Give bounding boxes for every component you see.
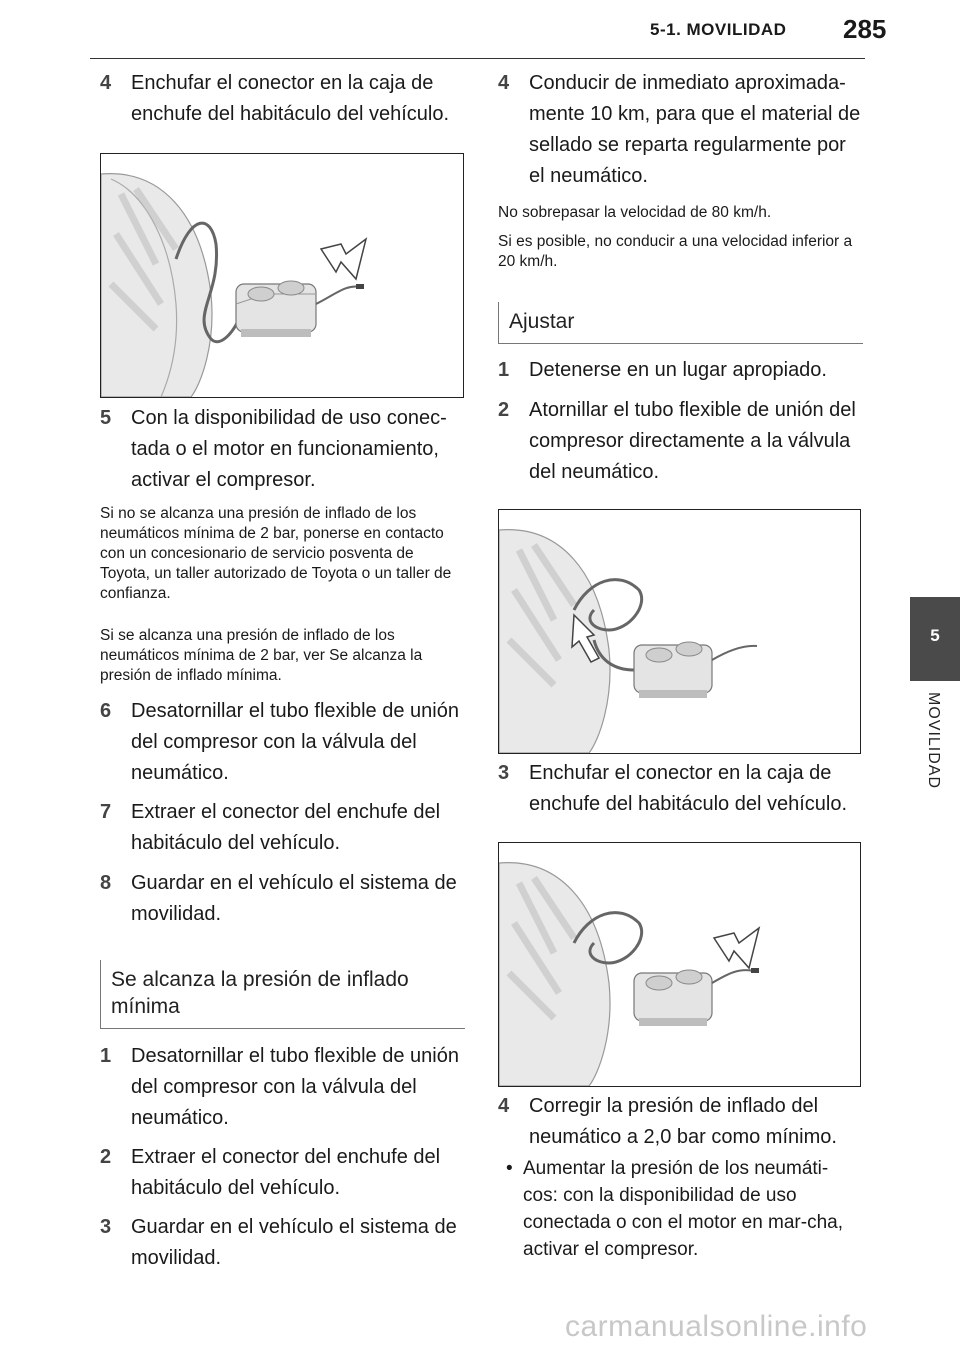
power-socket-illustration (498, 842, 861, 1087)
step-text: Detenerse en un lugar apropiado. (529, 359, 827, 381)
watermark: carmanualsonline.info (565, 1310, 868, 1343)
step-item (498, 355, 863, 386)
step-item (100, 1142, 465, 1204)
step-item (100, 1212, 465, 1274)
step-item (100, 68, 465, 130)
note-text: Si no se alcanza una presión de inflado de los neumáticos mínima de 2 bar, ponerse en contacto con un concesionario de servicio posventa de Toyota, un taller autorizado de Toyota o un taller de confianza. (100, 505, 452, 602)
step-item (498, 395, 863, 488)
section-heading: Se alcanza la presión de inflado mínima (100, 960, 465, 1029)
step-text: Corregir la presión de inflado del neumático a 2,0 bar como mínimo. (529, 1095, 837, 1148)
step-text: Guardar en el vehículo el sistema de movilidad. (131, 872, 457, 925)
valve-connection-drawing (499, 510, 860, 753)
chapter-tab-number: 5 (930, 626, 940, 645)
step-number: 6 (100, 700, 112, 722)
step-text: Atornillar el tubo flexible de unión del compresor directamente a la válvula del neumático. (529, 399, 856, 483)
step-number: 3 (100, 1216, 112, 1238)
header-divider (90, 58, 865, 59)
chapter-tab[interactable] (910, 597, 960, 681)
power-socket-drawing (499, 843, 860, 1086)
step-number: 2 (498, 399, 510, 421)
step-number: 4 (498, 72, 510, 94)
step-text: Con la disponibilidad de uso conec-tada o el motor en funcionamiento, activar el compresor. (131, 407, 447, 491)
step-text: Enchufar el conector en la caja de enchufe del habitáculo del vehículo. (529, 762, 848, 815)
step-item (498, 68, 863, 192)
bullet-dot-icon: • (506, 1158, 513, 1179)
step-number: 1 (498, 359, 510, 381)
step-number: 4 (498, 1095, 510, 1117)
step-number: 4 (100, 72, 112, 94)
step-text: Extraer el conector del enchufe del habitáculo del vehículo. (131, 1146, 441, 1199)
step-text: Desatornillar el tubo flexible de unión del compresor con la válvula del neumático. (131, 700, 459, 784)
step-text: Conducir de inmediato aproximada-mente 10 km, para que el material de sellado se reparta regularmente por el neumático. (529, 72, 861, 187)
compressor-illustration (100, 153, 464, 398)
step-text: Desatornillar el tubo flexible de unión del compresor con la válvula del neumático. (131, 1045, 459, 1129)
bullet-item (498, 1155, 863, 1263)
step-number: 1 (100, 1045, 112, 1067)
step-item (100, 1041, 465, 1134)
step-text: Enchufar el conector en la caja de enchufe del habitáculo del vehículo. (131, 72, 450, 125)
compressor-drawing (101, 154, 463, 397)
step-text: Guardar en el vehículo el sistema de movilidad. (131, 1216, 457, 1269)
note-text: Si se alcanza una presión de inflado de los neumáticos mínima de 2 bar, ver Se alcanza la presión de inflado mínima. (100, 627, 423, 684)
step-text: Extraer el conector del enchufe del habitáculo del vehículo. (131, 801, 441, 854)
step-item (498, 1091, 863, 1153)
note-text: No sobrepasar la velocidad de 80 km/h. (498, 204, 772, 221)
step-item (100, 403, 465, 496)
note-text: Si es posible, no conducir a una velocidad inferior a 20 km/h. (498, 233, 853, 270)
page-number: 285 (843, 14, 887, 44)
step-number: 2 (100, 1146, 112, 1168)
step-number: 5 (100, 407, 112, 429)
step-number: 3 (498, 762, 510, 784)
chapter-tab-label: MOVILIDAD (925, 692, 942, 790)
chapter-title: 5-1. MOVILIDAD (650, 20, 787, 39)
valve-connection-illustration (498, 509, 861, 754)
step-number: 8 (100, 872, 112, 894)
step-item (498, 758, 863, 820)
step-item (100, 868, 465, 930)
step-item (100, 797, 465, 859)
bullet-text: Aumentar la presión de los neumáti-cos: con la disponibilidad de uso conectada o con el motor en mar-cha, activar el compresor. (523, 1158, 844, 1260)
section-heading: Ajustar (498, 302, 863, 344)
step-item (100, 696, 465, 789)
step-number: 7 (100, 801, 112, 823)
